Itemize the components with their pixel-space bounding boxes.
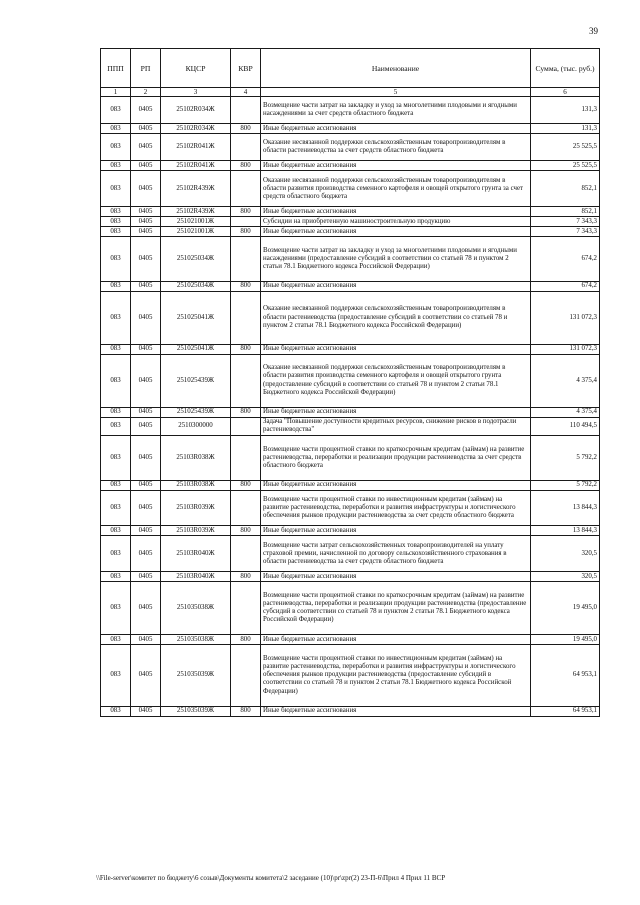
cell-sum: 110 494,5 — [531, 417, 600, 436]
file-path-footer: \\File-server\комитет по бюджету\6 созыв\Документы комитета\2 заседание (10)\pr\zpr(2) 23-П-6\Прил 4 Прил 11 ВСР — [96, 874, 446, 882]
cell-sum: 131 072,3 — [531, 291, 600, 344]
cell-name: Оказание несвязанной поддержки сельскохозяйственным товаропроизводителям в области растениеводства за счет средств областного бюджета — [261, 134, 531, 161]
cell-kcsr: 251035039Ж — [161, 706, 231, 716]
cell-ppp: 083 — [101, 291, 131, 344]
cell-rp: 0405 — [131, 124, 161, 134]
cell-sum: 674,2 — [531, 281, 600, 291]
cell-kcsr: 25102R041Ж — [161, 134, 231, 161]
cell-ppp: 083 — [101, 582, 131, 635]
table-row — [101, 635, 600, 645]
cell-kvr — [231, 217, 261, 227]
cell-kcsr: 25102R034Ж — [161, 124, 231, 134]
cell-kvr: 800 — [231, 161, 261, 171]
table-row — [101, 490, 600, 526]
cell-kvr — [231, 171, 261, 207]
cell-name: Иные бюджетные ассигнования — [261, 207, 531, 217]
cell-kcsr: 25103R038Ж — [161, 436, 231, 480]
cell-name: Возмещение части процентной ставки по инвестиционным кредитам (займам) на развитие растениеводства, переработки и развития инфраструктуры и логистического обеспечения рынков продукции растениеводства (предоставление субсидий в соответствии со статьей 78 и пунктом 2 статьи 78.1 Бюджетного кодекса Российской Федерации) — [261, 645, 531, 707]
cell-ppp: 083 — [101, 417, 131, 436]
table-row — [101, 161, 600, 171]
table-row — [101, 436, 600, 480]
cell-ppp: 083 — [101, 227, 131, 237]
cell-sum: 674,2 — [531, 237, 600, 281]
cell-ppp: 083 — [101, 237, 131, 281]
cell-sum: 4 375,4 — [531, 407, 600, 417]
cell-name: Возмещение части процентной ставки по инвестиционным кредитам (займам) на развитие растениеводства, переработки и развития инфраструктуры и логистического обеспечения рынков продукции растениеводства за счет средств областного бюджета — [261, 490, 531, 526]
cell-name: Иные бюджетные ассигнования — [261, 124, 531, 134]
cell-rp: 0405 — [131, 281, 161, 291]
column-number: 2 — [131, 88, 161, 97]
cell-kcsr: 25102R439Ж — [161, 207, 231, 217]
cell-ppp: 083 — [101, 572, 131, 582]
header-sum: Сумма, (тыс. руб.) — [531, 49, 600, 88]
column-number: 1 — [101, 88, 131, 97]
cell-name: Иные бюджетные ассигнования — [261, 480, 531, 490]
cell-kvr: 800 — [231, 407, 261, 417]
column-number: 6 — [531, 88, 600, 97]
table-row — [101, 134, 600, 161]
cell-ppp: 083 — [101, 645, 131, 707]
header-kvr: КВР — [231, 49, 261, 88]
table-column-number-row — [101, 88, 600, 97]
cell-ppp: 083 — [101, 480, 131, 490]
cell-rp: 0405 — [131, 227, 161, 237]
cell-rp: 0405 — [131, 407, 161, 417]
page-number: 39 — [589, 26, 598, 36]
cell-ppp: 083 — [101, 436, 131, 480]
table-row — [101, 417, 600, 436]
cell-name: Иные бюджетные ассигнования — [261, 161, 531, 171]
cell-name: Возмещение части затрат на закладку и уход за многолетними плодовыми и ягодными насаждениями (предоставление субсидий в соответствии со статьей 78 и пунктом 2 статьи 78.1 Бюджетного кодекса Российской Федерации) — [261, 237, 531, 281]
cell-kcsr: 251025034Ж — [161, 237, 231, 281]
table-row — [101, 237, 600, 281]
cell-kcsr: 251021001Ж — [161, 227, 231, 237]
cell-sum: 320,5 — [531, 572, 600, 582]
cell-ppp: 083 — [101, 161, 131, 171]
cell-ppp: 083 — [101, 217, 131, 227]
cell-sum: 7 343,3 — [531, 227, 600, 237]
cell-kcsr: 25103R039Ж — [161, 526, 231, 536]
cell-sum: 19 495,0 — [531, 582, 600, 635]
cell-rp: 0405 — [131, 207, 161, 217]
header-name: Наименование — [261, 49, 531, 88]
cell-ppp: 083 — [101, 171, 131, 207]
cell-kvr: 800 — [231, 344, 261, 354]
cell-sum: 131 072,3 — [531, 344, 600, 354]
cell-rp: 0405 — [131, 134, 161, 161]
cell-name: Возмещение части процентной ставки по краткосрочным кредитам (займам) на развитие растениеводства, переработки и реализации продукции растениеводства за счет средств областного бюджета — [261, 436, 531, 480]
cell-kvr: 800 — [231, 635, 261, 645]
table-row — [101, 124, 600, 134]
cell-rp: 0405 — [131, 480, 161, 490]
table-row — [101, 227, 600, 237]
cell-rp: 0405 — [131, 417, 161, 436]
table-row — [101, 582, 600, 635]
cell-ppp: 083 — [101, 354, 131, 407]
cell-kvr — [231, 490, 261, 526]
table-row — [101, 281, 600, 291]
cell-rp: 0405 — [131, 572, 161, 582]
header-rp: РП — [131, 49, 161, 88]
cell-name: Возмещение части затрат сельскохозяйственных товаропроизводителей на уплату страховой премии, начисленной по договору сельскохозяйственного страхования в области растениеводства за счет средств областного бюджета — [261, 536, 531, 572]
cell-kcsr: 2510300000 — [161, 417, 231, 436]
cell-kcsr: 251025041Ж — [161, 344, 231, 354]
cell-kvr: 800 — [231, 227, 261, 237]
cell-sum: 19 495,0 — [531, 635, 600, 645]
cell-sum: 5 792,2 — [531, 436, 600, 480]
cell-name: Иные бюджетные ассигнования — [261, 572, 531, 582]
cell-rp: 0405 — [131, 536, 161, 572]
column-number: 4 — [231, 88, 261, 97]
cell-sum: 852,1 — [531, 207, 600, 217]
cell-rp: 0405 — [131, 490, 161, 526]
cell-kvr: 800 — [231, 706, 261, 716]
budget-table — [100, 48, 600, 717]
cell-name: Иные бюджетные ассигнования — [261, 706, 531, 716]
cell-name: Иные бюджетные ассигнования — [261, 227, 531, 237]
cell-kcsr: 251021001Ж — [161, 217, 231, 227]
cell-rp: 0405 — [131, 171, 161, 207]
cell-kcsr: 251035038Ж — [161, 635, 231, 645]
table-row — [101, 572, 600, 582]
cell-ppp: 083 — [101, 407, 131, 417]
cell-kvr — [231, 291, 261, 344]
column-number: 3 — [161, 88, 231, 97]
cell-sum: 320,5 — [531, 536, 600, 572]
cell-kcsr: 25103R040Ж — [161, 572, 231, 582]
cell-kvr — [231, 536, 261, 572]
cell-kcsr: 25103R038Ж — [161, 480, 231, 490]
cell-rp: 0405 — [131, 436, 161, 480]
cell-rp: 0405 — [131, 582, 161, 635]
cell-kvr — [231, 436, 261, 480]
cell-kcsr: 251025439Ж — [161, 407, 231, 417]
cell-name: Возмещение части затрат на закладку и уход за многолетними плодовыми и ягодными насаждениями за счет средств областного бюджета — [261, 97, 531, 124]
cell-kvr — [231, 645, 261, 707]
header-ppp: ППП — [101, 49, 131, 88]
cell-sum: 64 953,1 — [531, 706, 600, 716]
column-number: 5 — [261, 88, 531, 97]
table-row — [101, 171, 600, 207]
cell-ppp: 083 — [101, 207, 131, 217]
cell-rp: 0405 — [131, 237, 161, 281]
cell-sum: 13 844,3 — [531, 490, 600, 526]
cell-kcsr: 251025439Ж — [161, 354, 231, 407]
cell-rp: 0405 — [131, 291, 161, 344]
cell-ppp: 083 — [101, 706, 131, 716]
table-row — [101, 207, 600, 217]
cell-kvr: 800 — [231, 124, 261, 134]
cell-name: Иные бюджетные ассигнования — [261, 344, 531, 354]
cell-name: Оказание несвязанной поддержки сельскохозяйственным товаропроизводителям в области растениеводства (предоставление субсидий в соответствии со статьей 78 и пунктом 2 статьи 78.1 Бюджетного кодекса Российской Федерации) — [261, 291, 531, 344]
cell-kcsr: 25102R041Ж — [161, 161, 231, 171]
cell-name: Иные бюджетные ассигнования — [261, 526, 531, 536]
cell-kcsr: 25102R439Ж — [161, 171, 231, 207]
cell-sum: 131,3 — [531, 97, 600, 124]
table-row — [101, 344, 600, 354]
cell-sum: 4 375,4 — [531, 354, 600, 407]
cell-rp: 0405 — [131, 97, 161, 124]
cell-rp: 0405 — [131, 344, 161, 354]
cell-name: Иные бюджетные ассигнования — [261, 407, 531, 417]
cell-kvr: 800 — [231, 480, 261, 490]
header-kcsr: КЦСР — [161, 49, 231, 88]
cell-ppp: 083 — [101, 134, 131, 161]
table-row — [101, 536, 600, 572]
cell-ppp: 083 — [101, 344, 131, 354]
cell-name: Задача "Повышение доступности кредитных ресурсов, снижение рисков в подотрасли растениеводства" — [261, 417, 531, 436]
cell-sum: 7 343,3 — [531, 217, 600, 227]
cell-rp: 0405 — [131, 635, 161, 645]
cell-name: Возмещение части процентной ставки по краткосрочным кредитам (займам) на развитие растениеводства, переработки и реализации продукции растениеводства (предоставление субсидий в соответствии со статьей 78 и пунктом 2 статьи 78.1 Бюджетного кодекса Российской Федерации) — [261, 582, 531, 635]
cell-kvr — [231, 582, 261, 635]
cell-kcsr: 251025034Ж — [161, 281, 231, 291]
cell-kvr — [231, 134, 261, 161]
table-header-row — [101, 49, 600, 88]
table-row — [101, 526, 600, 536]
table-row — [101, 291, 600, 344]
cell-ppp: 083 — [101, 97, 131, 124]
table-row — [101, 407, 600, 417]
cell-ppp: 083 — [101, 526, 131, 536]
cell-ppp: 083 — [101, 490, 131, 526]
table-row — [101, 480, 600, 490]
cell-sum: 131,3 — [531, 124, 600, 134]
cell-sum: 5 792,2 — [531, 480, 600, 490]
cell-kcsr: 25103R040Ж — [161, 536, 231, 572]
cell-rp: 0405 — [131, 706, 161, 716]
cell-name: Иные бюджетные ассигнования — [261, 635, 531, 645]
cell-rp: 0405 — [131, 645, 161, 707]
cell-kvr — [231, 97, 261, 124]
table-row — [101, 706, 600, 716]
table-row — [101, 217, 600, 227]
cell-kcsr: 251035038Ж — [161, 582, 231, 635]
cell-rp: 0405 — [131, 217, 161, 227]
cell-rp: 0405 — [131, 354, 161, 407]
cell-rp: 0405 — [131, 526, 161, 536]
cell-kvr: 800 — [231, 207, 261, 217]
cell-sum: 64 953,1 — [531, 645, 600, 707]
cell-rp: 0405 — [131, 161, 161, 171]
cell-name: Субсидии на приобретенную машиностроительную продукцию — [261, 217, 531, 227]
cell-kvr — [231, 417, 261, 436]
cell-kcsr: 25102R034Ж — [161, 97, 231, 124]
table-body — [101, 97, 600, 717]
cell-ppp: 083 — [101, 536, 131, 572]
cell-name: Иные бюджетные ассигнования — [261, 281, 531, 291]
cell-kcsr: 251035039Ж — [161, 645, 231, 707]
cell-ppp: 083 — [101, 635, 131, 645]
cell-kvr: 800 — [231, 526, 261, 536]
cell-sum: 852,1 — [531, 171, 600, 207]
cell-sum: 13 844,3 — [531, 526, 600, 536]
table-row — [101, 97, 600, 124]
cell-sum: 25 525,5 — [531, 134, 600, 161]
table-row — [101, 645, 600, 707]
cell-ppp: 083 — [101, 281, 131, 291]
cell-sum: 25 525,5 — [531, 161, 600, 171]
cell-ppp: 083 — [101, 124, 131, 134]
cell-kvr — [231, 237, 261, 281]
cell-kvr: 800 — [231, 281, 261, 291]
cell-kvr — [231, 354, 261, 407]
cell-name: Оказание несвязанной поддержки сельскохозяйственным товаропроизводителям в области развития производства семенного картофеля и овощей открытого грунта (предоставление субсидий в соответствии со статьей 78 и пунктом 2 статьи 78.1 Бюджетного кодекса Российской Федерации) — [261, 354, 531, 407]
cell-kvr: 800 — [231, 572, 261, 582]
cell-kcsr: 251025041Ж — [161, 291, 231, 344]
cell-name: Оказание несвязанной поддержки сельскохозяйственным товаропроизводителям в области развития производства семенного картофеля и овощей открытого грунта за счет средств областного бюджета — [261, 171, 531, 207]
cell-kcsr: 25103R039Ж — [161, 490, 231, 526]
table-row — [101, 354, 600, 407]
